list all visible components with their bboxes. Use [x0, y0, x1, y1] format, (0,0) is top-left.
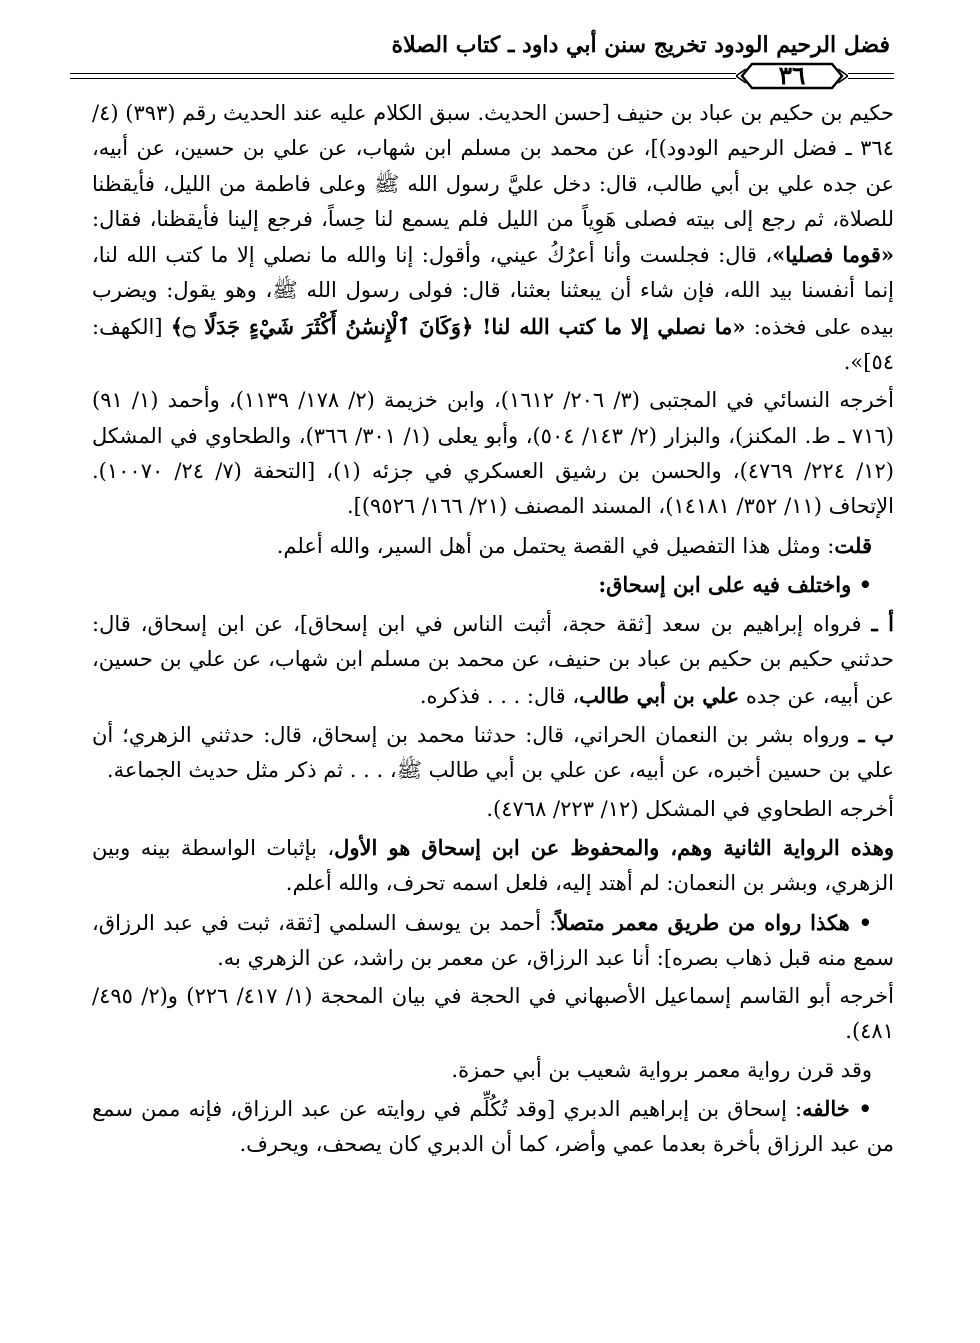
- bold-text-run: أ ـ: [871, 611, 894, 637]
- bold-text-run: ب ـ: [858, 722, 894, 748]
- bold-text-run: علي بن أبي طالب: [579, 682, 740, 708]
- paragraph: [92, 96, 894, 380]
- page-number: ٣٦: [778, 61, 806, 90]
- paragraph: [92, 979, 894, 1050]
- text-run: ، بإثبات الواسطة بينه وبين الزهري، وبشر بن النعمان: لم أهتد إليه، فلعل اسمه تحرف، والله أعلم.: [92, 835, 894, 896]
- bold-text-run: وهذه الرواية الثانية وهم، والمحفوظ عن ابن إسحاق هو الأول: [334, 834, 895, 860]
- paragraph: [92, 606, 894, 714]
- text-run: [الكهف: ٥٤]».: [92, 314, 894, 375]
- bold-text-run: قلت: [834, 532, 872, 558]
- text-run: أخرجه النسائي في المجتبى (٣/ ٢٠٦/ ١٦١٢)، وابن خزيمة (٢/ ١٧٨/ ١١٣٩)، وأحمد (١/ ٩١) (٧١٦ ـ ط. المكنز)، والبزار (٢/ ١٤٣/ ٥٠٤)، وأبو يعلى (١/ ٣٠١/ ٣٦٦)، والطحاوي في المشكل (١٢/ ٢٢٤/ ٤٧٦٩)، والحسن بن رشيق العسكري في جزئه (١)، [التحفة (٧/ ٢٤/ ١٠٠٧٠). الإتحاف (١١/ ٣٥٢/ ١٤١٨١)، المسند المصنف (٢١/ ١٦٦/ ٩٥٢٦)].: [92, 388, 894, 519]
- bold-text-run: • واختلف فيه على ابن إسحاق:: [598, 571, 872, 597]
- paragraph: [92, 567, 894, 603]
- text-run: : ومثل هذا التفصيل في القصة يحتمل من أهل السير، والله أعلم.: [276, 533, 835, 558]
- paragraph: [92, 383, 894, 524]
- bold-text-run: «قوما فصليا»: [772, 242, 894, 268]
- paragraph: [92, 830, 894, 902]
- bold-text-run: «ما نصلي إلا ما كتب الله لنا! ﴿وَكَانَ ٱلْإِنسَٰنُ أَكْثَرَ شَيْءٍ جَدَلًا ۝﴾: [170, 313, 746, 339]
- page-number-ornament: [736, 58, 848, 94]
- running-title: فضل الرحيم الودود تخريج سنن أبي داود ـ كتاب الصلاة: [391, 32, 890, 58]
- page-header: [70, 20, 894, 88]
- text-run: : إسحاق بن إبراهيم الدبري [وقد تُكُلِّم في روايته عن عبد الرزاق، فإنه ممن سمع من عبد الرزاق بأخرة بعدما عمي وأضر، كما أن الدبري كان يصحف، ويحرف.: [92, 1097, 894, 1157]
- text-run: ، قال: فجلست وأنا أعرُكُ عيني، وأقول: إنا والله ما نصلي إلا ما كتب الله لنا، إنما أنفسنا بيد الله، فإن شاء أن يبعثنا بعثنا، قال: فولى رسول الله ﷺ، وهو يقول: ويضرب بيده على فخذه:: [92, 243, 894, 339]
- text-run: ، قال: . . . فذكره.: [419, 683, 580, 708]
- text-run: ورواه بشر بن النعمان الحراني، قال: حدثنا محمد بن إسحاق، قال: حدثني الزهري؛ أن علي بن حسين أخبره، عن أبيه، عن علي بن أبي طالب ﷺ، . . . ثم ذكر مثل حديث الجماعة.: [92, 723, 894, 783]
- main-text: [92, 96, 894, 1163]
- paragraph: [92, 1091, 894, 1163]
- paragraph: [92, 717, 894, 789]
- paragraph: [92, 792, 894, 827]
- text-run: أخرجه أبو القاسم إسماعيل الأصبهاني في الحجة في بيان المحجة (١/ ٤١٧/ ٢٢٦) و(٢/ ٤٩٥/ ٤٨١).: [92, 984, 894, 1044]
- bold-text-run: • خالفه: [802, 1096, 872, 1122]
- paragraph: [92, 528, 894, 564]
- text-run: أخرجه الطحاوي في المشكل (١٢/ ٢٢٣/ ٤٧٦٨).: [486, 796, 894, 821]
- text-run: حكيم بن حكيم بن عباد بن حنيف [حسن الحديث. سبق الكلام عليه عند الحديث رقم (٣٩٣) (٤/ ٣٦٤ ـ فضل الرحيم الودود)]، عن محمد بن مسلم ابن شهاب، عن علي بن حسين، عن أبيه، عن جده علي بن أبي طالب، قال: دخل عليَّ رسول الله ﷺ وعلى فاطمة من الليل، فأيقظنا للصلاة، ثم رجع إلى بيته فصلى هَوِياً من الليل فلم يسمع لنا حِساً، فرجع إلينا فأيقظنا، فقال:: [92, 101, 895, 231]
- text-run: وقد قرن رواية معمر برواية شعيب بن أبي حمزة.: [451, 1057, 872, 1082]
- text-run: : أحمد بن يوسف السلمي [ثقة، ثبت في عبد الرزاق، سمع منه قبل ذهاب بصره]: أنا عبد الرزاق، عن معمر بن راشد، عن الزهري به.: [92, 910, 894, 970]
- text-run: فرواه إبراهيم بن سعد [ثقة حجة، أثبت الناس في ابن إسحاق]، عن ابن إسحاق، قال: حدثني حكيم بن حكيم بن عباد بن حنيف، عن محمد بن مسلم ابن شهاب، عن علي بن حسين، عن أبيه، عن جده: [92, 612, 894, 708]
- bold-text-run: • هكذا رواه من طريق معمر متصلاً: [556, 909, 873, 935]
- paragraph: [92, 1053, 894, 1088]
- paragraph: [92, 905, 894, 977]
